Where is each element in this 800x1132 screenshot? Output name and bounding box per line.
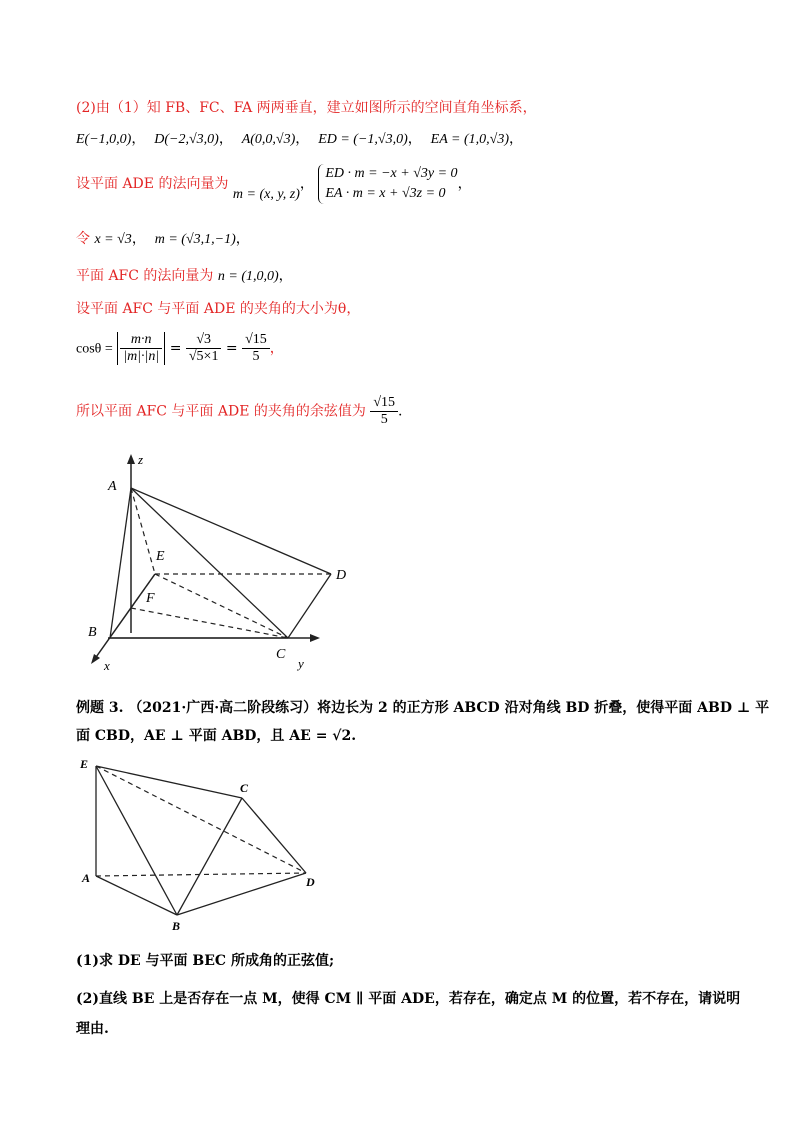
edge-ab xyxy=(110,488,131,638)
coord-a: A(0,0,√3) xyxy=(241,132,296,147)
label-b: B xyxy=(172,919,181,933)
label-x: x xyxy=(104,658,110,673)
x-axis-arrow xyxy=(91,654,100,664)
example-3-line-1: 例题 3. （2021·广西·高二阶段练习）将边长为 2 的正方形 ABCD 沿对角线 BD 折叠，使得平面 ABD ⊥ 平 xyxy=(76,700,770,716)
cos-fraction-2: $\frac{√3}{√5\times 1}$ xyxy=(186,332,222,365)
label-e: E xyxy=(156,549,165,564)
solution-normal-afc: 平面 AFC 的法向量为 n = (1,0,0)， xyxy=(76,268,293,284)
vector-m-value: m = (√3,1,−1) xyxy=(154,232,236,247)
edge-ed xyxy=(96,766,306,873)
solution-conclusion: 所以平面 AFC 与平面 ADE 的夹角的余弦值为 $\frac{√15}{5}$ . xyxy=(76,395,403,427)
label-f: F xyxy=(146,591,155,606)
solution-cos-formula: cosθ = $\frac{m\cdot n}{|m|\cdot|n|}$ = $\frac{√3}{√5\times 1}$ = $\frac{√15}{5}$ ， xyxy=(76,332,284,364)
solution-coordinates: E(−1,0,0)， D(−2,√3,0)， A(0,0,√3)， ED = (−1,√3,0)， EA = (1,0,√3)， xyxy=(76,131,523,147)
question-2-line-1: (2)直线 BE 上是否存在一点 M，使得 CM ∥ 平面 ADE，若存在，确定点 M 的位置，若不存在，请说明 xyxy=(76,991,741,1007)
vector-ed: ED = (−1,√3,0) xyxy=(318,132,408,147)
solution-angle-def: 设平面 AFC 与平面 ADE 的夹角的大小为θ， xyxy=(76,301,361,317)
question-2-line-2: 理由. xyxy=(76,1021,109,1037)
question-1: (1)求 DE 与平面 BEC 所成角的正弦值; xyxy=(76,953,335,969)
equation-system: ED · m = −x + √3y = 0 EA · m = x + √3z = 0 xyxy=(318,164,457,204)
edge-ec xyxy=(155,574,288,638)
y-axis-arrow xyxy=(310,634,320,642)
edge-eb xyxy=(96,766,177,915)
vector-ea: EA = (1,0,√3) xyxy=(430,132,509,147)
edge-ac xyxy=(131,488,288,638)
coord-d: D(−2,√3,0) xyxy=(154,132,219,147)
label-y: y xyxy=(298,656,304,671)
label-c: C xyxy=(276,647,286,662)
label-a: A xyxy=(108,479,117,494)
example-3-prefix: 例题 3. xyxy=(76,700,124,716)
vector-m-def: m = (x, y, z) xyxy=(232,187,300,202)
label-d: D xyxy=(306,875,315,889)
edge-fc xyxy=(131,608,288,638)
x-axis xyxy=(94,574,155,660)
edge-ec xyxy=(96,766,242,798)
solution-normal-vector-setup: 设平面 ADE 的法向量为 m = (x, y, z)， ED · m = −x + √3y = 0 EA · m = x + √3z = 0 ， xyxy=(76,166,472,202)
label-d: D xyxy=(336,568,347,583)
figure-2-folded-square xyxy=(76,756,326,936)
label-e: E xyxy=(80,757,89,771)
solution-line-1: (2)由（1）知 FB、FC、FA 两两垂直，建立如图所示的空间直角坐标系， xyxy=(76,100,537,116)
cos-fraction-3: $\frac{√15}{5}$ xyxy=(242,332,270,365)
z-axis-arrow xyxy=(127,454,135,464)
vector-n-value: n = (1,0,0) xyxy=(217,269,279,284)
label-c: C xyxy=(240,781,249,795)
answer-fraction: $\frac{√15}{5}$ xyxy=(370,395,398,428)
solution-let-x: 令 x = √3， m = (√3,1,−1)， xyxy=(76,231,250,247)
edge-ab xyxy=(96,876,177,915)
label-a: A xyxy=(82,871,91,885)
label-z: z xyxy=(138,452,144,467)
edge-ae xyxy=(131,488,155,574)
edge-ad xyxy=(96,873,306,876)
example-3-source: （2021·广西·高二阶段练习） xyxy=(128,700,318,716)
label-b: B xyxy=(88,625,97,640)
example-3-line-2: 面 CBD，AE ⊥ 平面 ABD，且 AE = √2. xyxy=(76,728,357,744)
coord-e: E(−1,0,0) xyxy=(76,132,132,147)
cos-fraction-1: $\frac{m\cdot n}{|m|\cdot|n|}$ xyxy=(120,332,162,365)
edge-cd xyxy=(288,574,331,638)
figure-1-coordinate-solid xyxy=(84,448,374,678)
edge-cd xyxy=(242,798,306,873)
